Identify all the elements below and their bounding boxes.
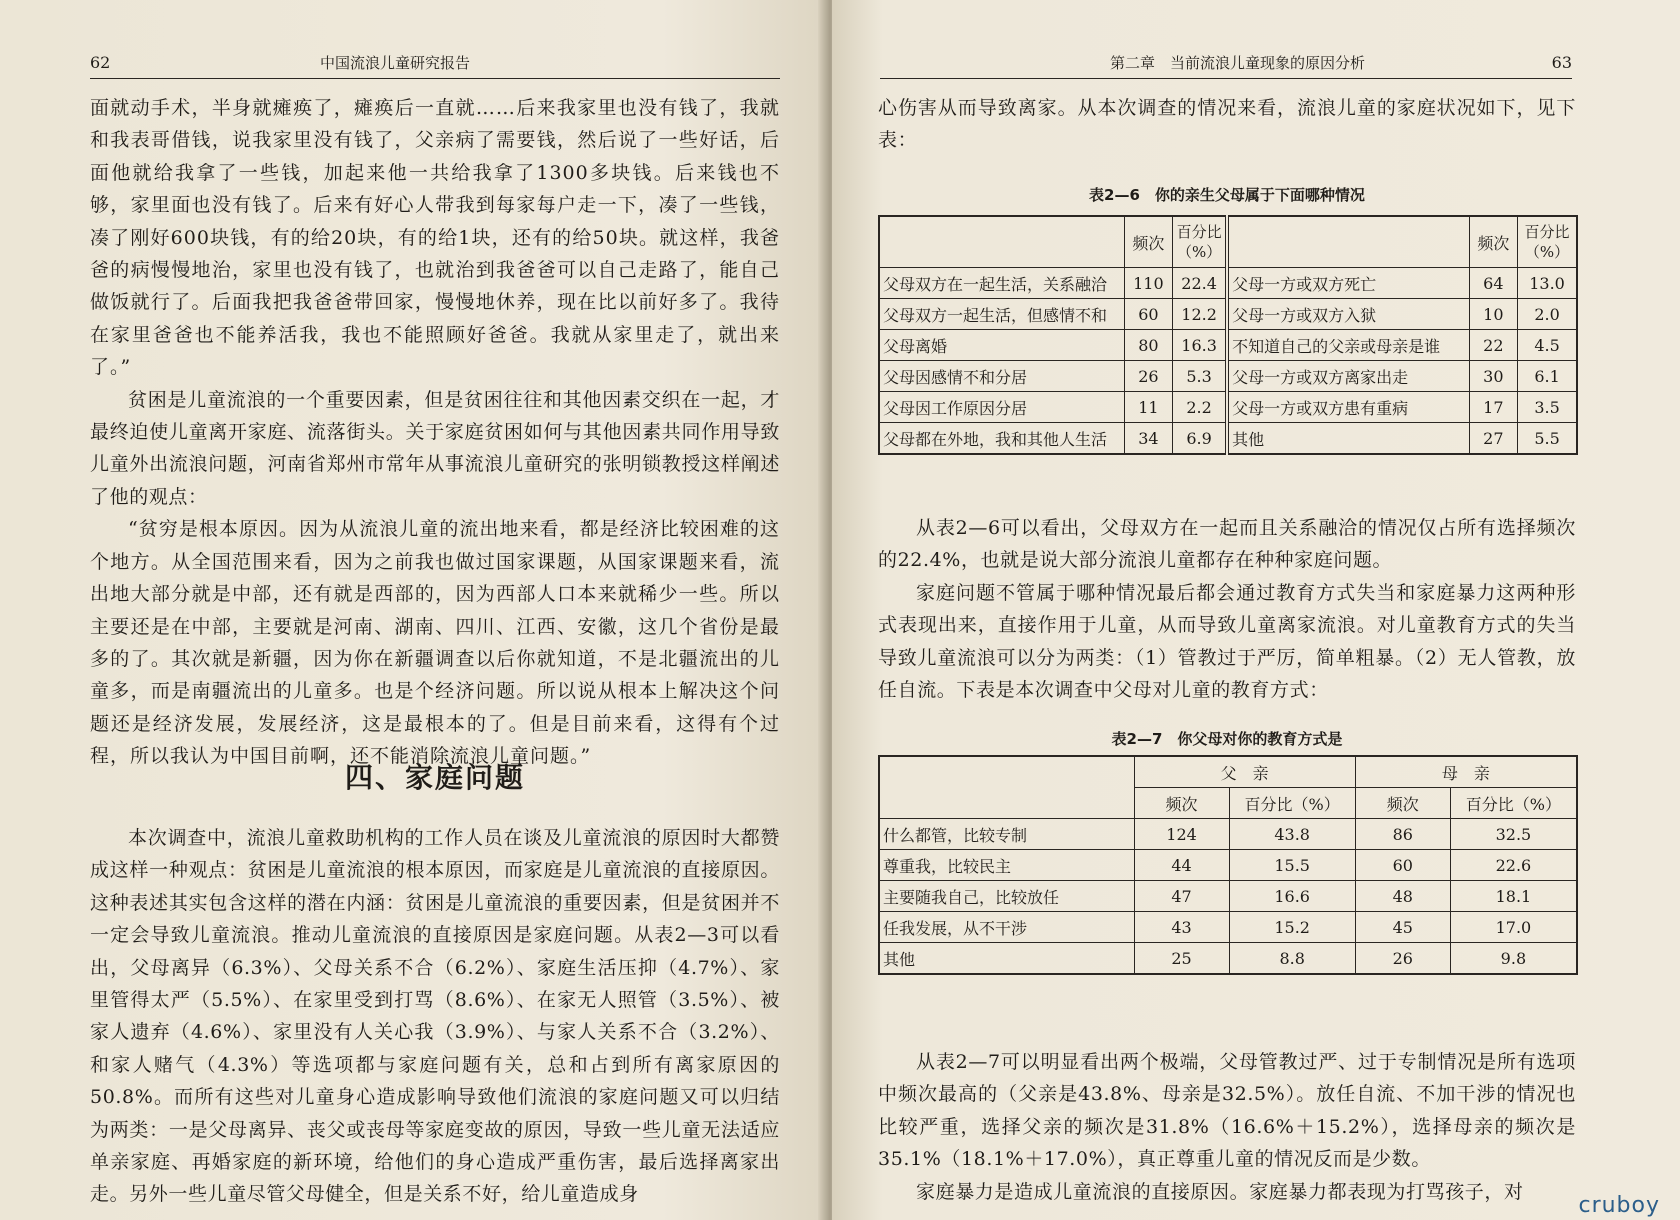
left-header-title: 中国流浪儿童研究报告 (320, 54, 471, 72)
table-cell: 64 (1469, 268, 1518, 299)
table-cell: 10 (1469, 299, 1518, 330)
table-cell: 16.6 (1229, 881, 1355, 912)
table-cell: 6.1 (1518, 361, 1577, 392)
table-row (879, 330, 1577, 361)
table-cell: 其他 (879, 943, 1134, 975)
table-cell: 父母一方或双方患有重病 (1227, 392, 1469, 423)
table-cell: 父母一方或双方入狱 (1227, 299, 1469, 330)
table-cell: 任我发展，从不干涉 (879, 912, 1134, 943)
table-2-7-header-top (879, 756, 1577, 788)
table-cell: 5.3 (1173, 361, 1227, 392)
father-header: 父 亲 (1134, 756, 1355, 788)
table-cell: 34 (1124, 423, 1173, 455)
pct-line1: 百分比 (1524, 223, 1570, 241)
table-cell: 6.9 (1173, 423, 1227, 455)
table-header-pct (1518, 216, 1577, 268)
table-header-freq: 频次 (1134, 788, 1229, 819)
table-cell: 父母双方一起生活，但感情不和 (879, 299, 1124, 330)
table-cell: 27 (1469, 423, 1518, 455)
table-row (879, 268, 1577, 299)
table-cell: 父母一方或双方离家出走 (1227, 361, 1469, 392)
left-page (0, 0, 828, 1220)
table-cell: 父母都在外地，我和其他人生活 (879, 423, 1124, 455)
table-cell: 48 (1355, 881, 1450, 912)
table-cell: 2.2 (1173, 392, 1227, 423)
mother-header: 母 亲 (1355, 756, 1577, 788)
left-running-head (90, 48, 780, 79)
family-problem-paragraph: 本次调查中，流浪儿童救助机构的工作人员在谈及儿童流浪的原因时大都赞成这样一种观点：贫困是儿童流浪的根本原因，而家庭是儿童流浪的直接原因。这种表述其实包含这样的潜在内涵：贫困是儿童流浪的重要因素，但是贫困并不一定会导致儿童流浪。推动儿童流浪的直接原因是家庭问题。从表2—3可以看出，父母离异（6.3%）、父母关系不合（6.2%）、家庭生活压抑（4.7%）、家里管得太严（5.5%）、在家里受到打骂（8.6%）、在家无人照管（3.5%）、被家人遗弃（4.6%）、家里没有人关心我（3.9%）、与家人关系不合（3.2%）、和家人赌气（4.3%）等选项都与家庭问题有关，总和占到所有离家原因的50.8%。而所有这些对儿童身心造成影响导致他们流浪的家庭问题又可以归结为两类：一是父母离异、丧父或丧母等家庭变故的原因，导致一些儿童无法适应单亲家庭、再婚家庭的新环境，给他们的身心造成严重伤害，最后选择离家出走。另外一些儿童尽管父母健全，但是关系不好，给儿童造成身 (90, 827, 780, 1206)
left-body-bottom (90, 822, 780, 1211)
table-cell: 86 (1355, 819, 1450, 850)
table-cell: 22.4 (1173, 268, 1227, 299)
table-header-freq: 频次 (1469, 216, 1518, 268)
table-cell: 父母因感情不和分居 (879, 361, 1124, 392)
table-cell: 18.1 (1450, 881, 1577, 912)
table-row (879, 392, 1577, 423)
table-cell: 父母一方或双方死亡 (1227, 268, 1469, 299)
table-cell: 15.2 (1229, 912, 1355, 943)
table-cell: 60 (1355, 850, 1450, 881)
pct-line2: （%） (1176, 243, 1222, 261)
table-cell: 47 (1134, 881, 1229, 912)
table-header-freq: 频次 (1124, 216, 1173, 268)
intro-paragraph: 心伤害从而导致离家。从本次调查的情况来看，流浪儿童的家庭状况如下，见下表： (878, 97, 1576, 152)
table-row (879, 361, 1577, 392)
table-row (879, 423, 1577, 455)
table-cell: 80 (1124, 330, 1173, 361)
table-cell: 43.8 (1229, 819, 1355, 850)
table-2-6-caption: 表2—6 你的亲生父母属于下面哪种情况 (1089, 186, 1365, 204)
table-cell: 32.5 (1450, 819, 1577, 850)
professor-quote: “贫穷是根本原因。因为从流浪儿童的流出地来看，都是经济比较困难的这个地方。从全国范围来看，因为之前我也做过国家课题，从国家课题来看，流出地大部分就是中部，还有就是西部的，因为西部人口本来就稀少一些。所以主要还是在中部，主要就是河南、湖南、四川、江西、安徽，这几个省份是最多的了。其次就是新疆，因为你在新疆调查以后你就知道，不是北疆流出的儿童多，而是南疆流出的儿童多。也是个经济问题。所以说从根本上解决这个问题还是经济发展，发展经济，这是最根本的了。但是目前来看，这得有个过程，所以我认为中国目前啊，还不能消除流浪儿童问题。” (90, 518, 780, 768)
table-cell: 60 (1124, 299, 1173, 330)
table-cell: 124 (1134, 819, 1229, 850)
table-cell: 主要随我自己，比较放任 (879, 881, 1134, 912)
table-cell (1227, 216, 1469, 268)
table-2-6-header (879, 216, 1577, 268)
table-cell: 25 (1134, 943, 1229, 975)
table-cell: 其他 (1227, 423, 1469, 455)
education-paragraph: 家庭问题不管属于哪种情况最后都会通过教育方式失当和家庭暴力这两种形式表现出来，直接作用于儿童，从而导致儿童离家流浪。对儿童教育方式的失当导致儿童流浪可以分为两类：（1）管教过于严厉，简单粗暴。（2）无人管教，放任自流。下表是本次调查中父母对儿童的教育方式： (878, 581, 1576, 702)
table-row (879, 819, 1577, 850)
right-header-title: 第二章 当前流浪儿童现象的原因分析 (1110, 54, 1366, 72)
table-cell: 22.6 (1450, 850, 1577, 881)
table-cell: 44 (1134, 850, 1229, 881)
table-cell: 17.0 (1450, 912, 1577, 943)
table-cell: 13.0 (1518, 268, 1577, 299)
pct-line1: 百分比 (1176, 223, 1222, 241)
table-cell: 5.5 (1518, 423, 1577, 455)
right-running-head (880, 48, 1572, 79)
watermark: cruboy (1578, 1193, 1660, 1218)
table-row (879, 881, 1577, 912)
right-body-end (878, 1046, 1576, 1208)
table-cell: 26 (1124, 361, 1173, 392)
table-cell: 12.2 (1173, 299, 1227, 330)
table-2-7 (878, 755, 1578, 975)
left-body-top (90, 92, 780, 773)
table-cell: 9.8 (1450, 943, 1577, 975)
table-header-pct: 百分比（%） (1450, 788, 1577, 819)
table-row (879, 912, 1577, 943)
right-intro (878, 92, 1576, 157)
poverty-paragraph: 贫困是儿童流浪的一个重要因素，但是贫困往往和其他因素交织在一起，才最终迫使儿童离开家庭、流落街头。关于家庭贫困如何与其他因素共同作用导致儿童外出流浪问题，河南省郑州市常年从事流浪儿童研究的张明锁教授这样阐述了他的观点： (90, 388, 780, 508)
left-page-number: 62 (90, 53, 111, 72)
table-2-7-caption: 表2—7 你父母对你的教育方式是 (1111, 730, 1343, 748)
table-cell: 110 (1124, 268, 1173, 299)
table-cell: 43 (1134, 912, 1229, 943)
table-cell: 8.8 (1229, 943, 1355, 975)
table-cell: 45 (1355, 912, 1450, 943)
table-cell: 尊重我，比较民主 (879, 850, 1134, 881)
table-cell: 什么都管，比较专制 (879, 819, 1134, 850)
table-row (879, 943, 1577, 975)
table-cell: 22 (1469, 330, 1518, 361)
table-2-7-analysis: 从表2—7可以明显看出两个极端，父母管教过严、过于专制情况是所有选项中频次最高的（父亲是43.8%、母亲是32.5%）。放任自流、不加干涉的情况也比较严重，选择父亲的频次是31.8%（16.6%＋15.2%），选择母亲的频次是35.1%（18.1%＋17.0%），真正尊重儿童的情况反而是少数。 (878, 1051, 1576, 1171)
table-cell: 父母双方在一起生活，关系融洽 (879, 268, 1124, 299)
domestic-violence-paragraph: 家庭暴力是造成儿童流浪的直接原因。家庭暴力都表现为打骂孩子，对 (916, 1180, 1524, 1203)
right-page-number: 63 (1551, 53, 1572, 72)
table-2-6-analysis: 从表2—6可以看出，父母双方在一起而且关系融洽的情况仅占所有选择频次的22.4%，也就是说大部分流浪儿童都存在种种家庭问题。 (878, 517, 1576, 572)
table-cell: 2.0 (1518, 299, 1577, 330)
table-header-pct (1173, 216, 1227, 268)
table-cell: 4.5 (1518, 330, 1577, 361)
table-cell: 16.3 (1173, 330, 1227, 361)
section-heading: 四、家庭问题 (344, 761, 525, 794)
right-body-mid (878, 512, 1576, 706)
pct-line2: （%） (1524, 243, 1570, 261)
quote-continuation: 面就动手术，半身就瘫痪了，瘫痪后一直就……后来我家里也没有钱了，我就和我表哥借钱，说我家里没有钱了，父亲病了需要钱，然后说了一些好话，后面他就给我拿了一些钱，加起来他一共给我拿了1300多块钱。后来钱也不够，家里面也没有钱了。后来有好心人带我到每家每户走一下，凑了一些钱，凑了刚好600块钱，有的给20块，有的给1块，还有的给50块。就这样，我爸爸的病慢慢地治，家里也没有钱了，也就治到我爸爸可以自己走路了，能自己做饭就行了。后面我把我爸爸带回家，慢慢地休养，现在比以前好多了。我待在家里爸爸也不能养活我，我也不能照顾好爸爸。我就从家里走了，就出来了。” (90, 97, 780, 379)
table-2-6 (878, 215, 1578, 455)
table-header-pct: 百分比（%） (1229, 788, 1355, 819)
table-cell: 父母因工作原因分居 (879, 392, 1124, 423)
table-cell: 15.5 (1229, 850, 1355, 881)
table-header-freq: 频次 (1355, 788, 1450, 819)
table-cell: 父母离婚 (879, 330, 1124, 361)
table-cell: 17 (1469, 392, 1518, 423)
table-cell: 30 (1469, 361, 1518, 392)
table-row (879, 299, 1577, 330)
table-cell (879, 216, 1124, 268)
table-cell: 3.5 (1518, 392, 1577, 423)
table-cell: 不知道自己的父亲或母亲是谁 (1227, 330, 1469, 361)
table-row (879, 850, 1577, 881)
table-cell: 11 (1124, 392, 1173, 423)
right-page (832, 0, 1680, 1220)
table-cell: 26 (1355, 943, 1450, 975)
table-cell (879, 756, 1134, 819)
